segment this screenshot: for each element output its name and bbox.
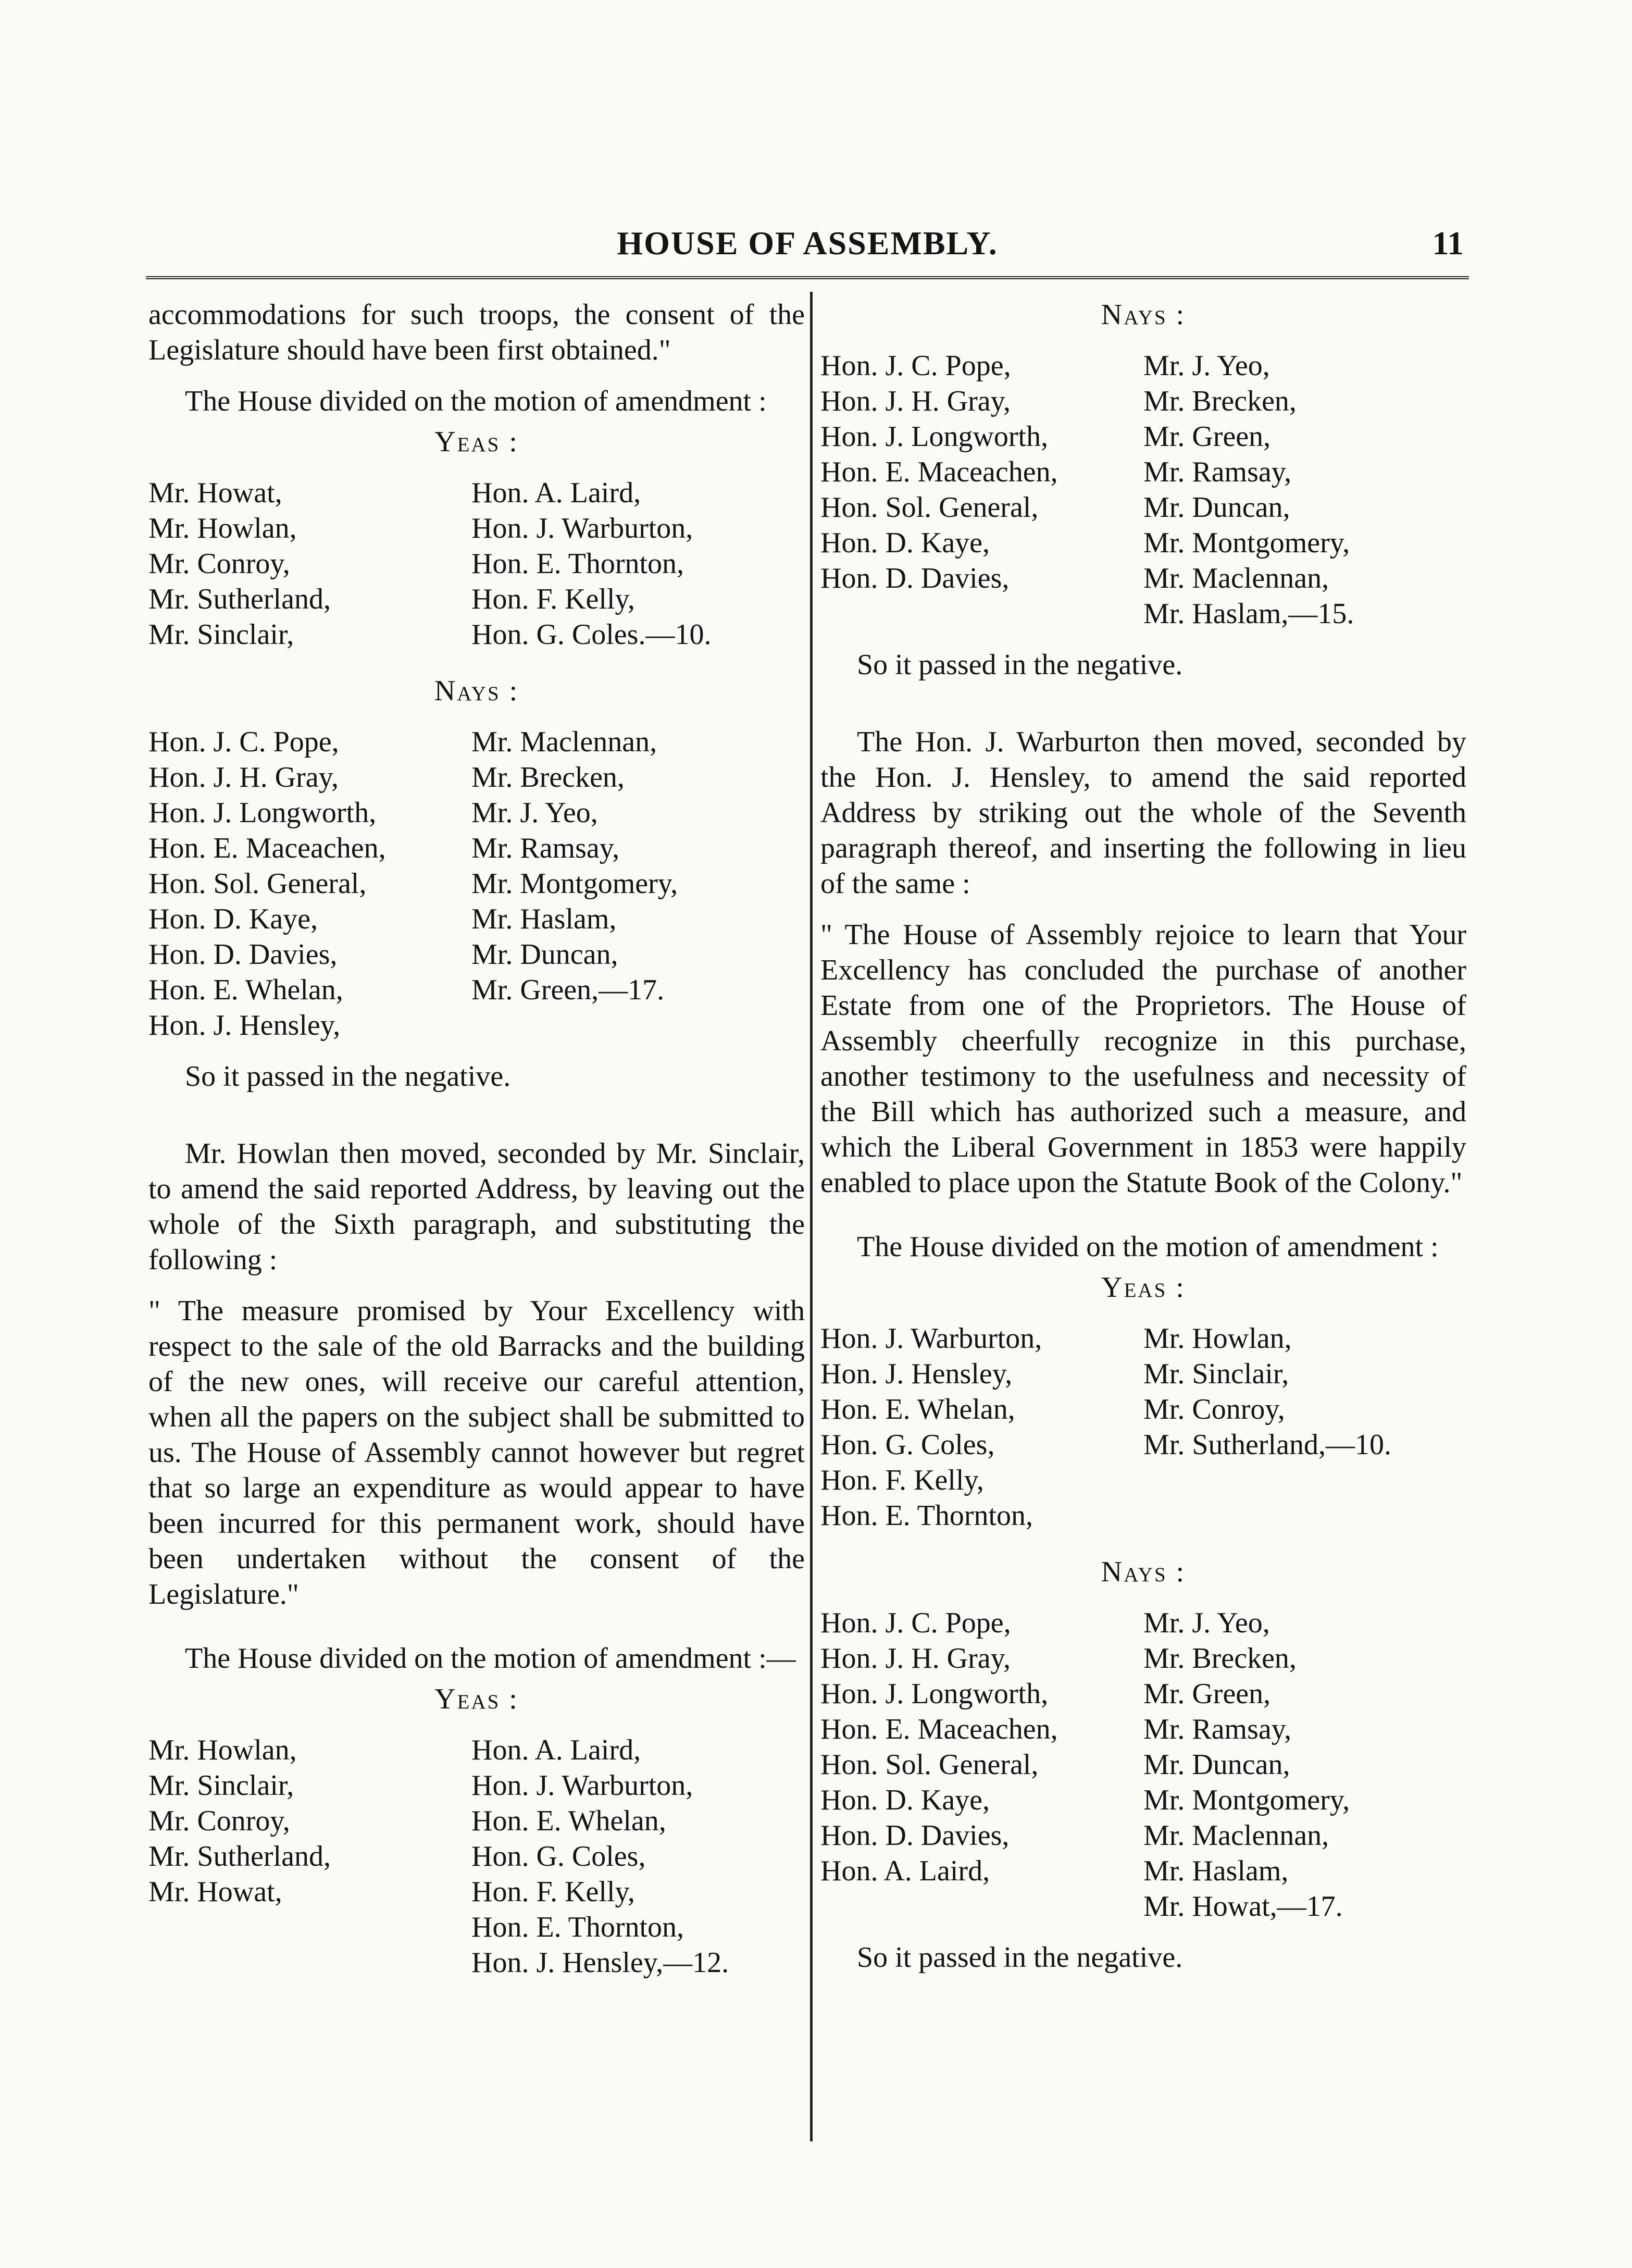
member-name: Mr. Howat, (148, 477, 282, 509)
member-name: Mr. Duncan, (1143, 1749, 1290, 1781)
vote-list-nays (820, 1605, 1466, 1924)
member-name: Mr. Montgomery, (1143, 1784, 1350, 1816)
member-name: Hon. D. Davies, (148, 938, 338, 971)
nays-heading: Nays : (434, 675, 519, 707)
page-number: 11 (1432, 225, 1464, 262)
member-name: Mr. Haslam,—15. (1143, 598, 1354, 630)
member-name: Hon. E. Whelan, (820, 1393, 1015, 1426)
yeas-heading: Yeas : (1101, 1271, 1186, 1304)
member-name: Hon. J. Warburton, (471, 512, 693, 544)
member-name: Hon. E. Thornton, (471, 548, 684, 580)
member-name: Hon. J. Warburton, (471, 1769, 693, 1802)
vote-list-yeas (148, 1732, 805, 1980)
result-text: So it passed in the negative. (857, 1941, 1183, 1974)
member-name: Hon. J. Warburton, (820, 1322, 1042, 1355)
member-name: Hon. J. Hensley, (148, 1009, 341, 1042)
member-name: Mr. Howat, (148, 1876, 282, 1908)
vote-col (148, 1732, 471, 1980)
member-name: Hon. Sol. General, (820, 491, 1039, 524)
member-name: Mr. Ramsay, (1143, 1713, 1292, 1745)
member-name: Hon. J. C. Pope, (820, 350, 1011, 382)
nays-heading: Nays : (1101, 299, 1186, 331)
member-name: Hon. J. H. Gray, (820, 385, 1011, 417)
paragraph: Mr. Howlan then moved, seconded by Mr. Sinclair, to amend the said reported Address, by leaving out the whole of the Sixth paragraph, and substituting the following : (148, 1137, 805, 1276)
member-name: Hon. Sol. General, (148, 867, 367, 900)
member-name: Mr. Sutherland, (148, 583, 331, 615)
member-name: Hon. J. Longworth, (148, 797, 377, 829)
vote-col (471, 475, 794, 652)
member-name: Hon. J. C. Pope, (820, 1607, 1011, 1639)
result-text: So it passed in the negative. (857, 649, 1183, 681)
paragraph: accommodations for such troops, the consent of the Legislature should have been first obtained." (148, 299, 805, 366)
member-name: Hon. D. Davies, (820, 1819, 1010, 1852)
quoted-paragraph: " The measure promised by Your Excellency with respect to the sale of the old Barracks and the building of the new ones, will receive our careful attention, when all the papers on the subject shall be submitted to us. The House of Assembly cannot however but regret that so large an expenditure as would appear to have been incurred for this permanent work, should have been undertaken without the consent of the Legislature." (148, 1295, 805, 1610)
member-name: Hon. A. Laird, (820, 1855, 990, 1887)
member-name: Hon. J. Longworth, (820, 420, 1049, 453)
member-name: Hon. F. Kelly, (471, 583, 635, 615)
member-name: Mr. Sutherland, (148, 1840, 331, 1873)
member-name: Mr. Haslam, (1143, 1855, 1289, 1887)
column-divider (810, 292, 813, 2141)
member-name: Mr. Howlan, (148, 1734, 297, 1766)
vote-col (820, 348, 1143, 631)
result-text: So it passed in the negative. (185, 1060, 511, 1093)
member-name: Hon. F. Kelly, (820, 1464, 984, 1496)
header-rule (146, 276, 1469, 279)
paragraph: The House divided on the motion of amendment :— (185, 1642, 796, 1675)
member-name: Hon. F. Kelly, (471, 1876, 635, 1908)
member-name: Hon. A. Laird, (471, 1734, 641, 1766)
vote-col (471, 724, 794, 1043)
yeas-heading: Yeas : (434, 1683, 519, 1715)
member-name: Mr. Ramsay, (471, 832, 620, 864)
member-name: Hon. D. Davies, (820, 562, 1010, 594)
member-name: Hon. J. H. Gray, (820, 1642, 1011, 1675)
member-name: Mr. Maclennan, (1143, 1819, 1329, 1852)
member-name: Mr. J. Yeo, (1143, 350, 1270, 382)
vote-col (148, 724, 471, 1043)
member-name: Mr. Duncan, (1143, 491, 1290, 524)
vote-list-nays (148, 724, 805, 1043)
member-name: Hon. D. Kaye, (148, 903, 318, 935)
vote-col (1143, 1321, 1466, 1533)
member-name: Hon. E. Whelan, (471, 1805, 666, 1837)
member-name: Hon. J. H. Gray, (148, 761, 339, 794)
right-column (820, 297, 1466, 1975)
member-name: Mr. Sutherland,—10. (1143, 1429, 1391, 1461)
member-name: Hon. J. C. Pope, (148, 726, 339, 758)
member-name: Mr. Montgomery, (471, 867, 678, 900)
member-name: Mr. Howlan, (1143, 1322, 1292, 1355)
member-name: Mr. Duncan, (471, 938, 618, 971)
member-name: Mr. Brecken, (1143, 385, 1297, 417)
member-name: Mr. Sinclair, (1143, 1358, 1289, 1390)
member-name: Hon. E. Thornton, (471, 1911, 684, 1943)
member-name: Mr. Green, (1143, 420, 1271, 453)
member-name: Hon. G. Coles.—10. (471, 618, 712, 651)
vote-col (148, 475, 471, 652)
member-name: Mr. Conroy, (148, 548, 290, 580)
member-name: Hon. J. Hensley,—12. (471, 1947, 729, 1979)
member-name: Mr. Sinclair, (148, 1769, 294, 1802)
member-name: Hon. G. Coles, (820, 1429, 995, 1461)
member-name: Mr. J. Yeo, (471, 797, 598, 829)
member-name: Mr. Maclennan, (1143, 562, 1329, 594)
member-name: Hon. J. Longworth, (820, 1678, 1049, 1710)
vote-list-nays (820, 348, 1466, 631)
member-name: Mr. Conroy, (148, 1805, 290, 1837)
paragraph: The Hon. J. Warburton then moved, seconded by the Hon. J. Hensley, to amend the said reported Address by striking out the whole of the Seventh paragraph thereof, and inserting the following in lieu of the same : (820, 726, 1466, 900)
member-name: Mr. Maclennan, (471, 726, 657, 758)
nays-heading: Nays : (1101, 1556, 1186, 1588)
member-name: Hon. G. Coles, (471, 1840, 646, 1873)
vote-list-yeas (148, 475, 805, 652)
member-name: Hon. J. Hensley, (820, 1358, 1013, 1390)
member-name: Hon. D. Kaye, (820, 1784, 990, 1816)
member-name: Mr. Green,—17. (471, 974, 665, 1006)
vote-list-yeas (820, 1321, 1466, 1533)
member-name: Mr. Green, (1143, 1678, 1271, 1710)
left-column (148, 297, 805, 1980)
member-name: Mr. Conroy, (1143, 1393, 1285, 1426)
yeas-heading: Yeas : (434, 426, 519, 458)
vote-col (471, 1732, 794, 1980)
member-name: Hon. D. Kaye, (820, 527, 990, 559)
quoted-paragraph: " The House of Assembly rejoice to learn that Your Excellency has concluded the purchase of another Estate from one of the Proprietors. The House of Assembly cheerfully recognize in this purchase, another testimony to the usefulness and necessity of the Bill which has authorized such a measure, and which the Liberal Government in 1853 were happily enabled to place upon the Statute Book of the Colony." (820, 919, 1466, 1199)
paragraph: The House divided on the motion of amendment : (185, 385, 767, 417)
member-name: Hon. A. Laird, (471, 477, 641, 509)
vote-col (820, 1605, 1143, 1924)
member-name: Mr. Howat,—17. (1143, 1890, 1343, 1923)
member-name: Hon. Sol. General, (820, 1749, 1039, 1781)
member-name: Mr. J. Yeo, (1143, 1607, 1270, 1639)
member-name: Mr. Haslam, (471, 903, 617, 935)
vote-col (820, 1321, 1143, 1533)
member-name: Mr. Brecken, (1143, 1642, 1297, 1675)
member-name: Mr. Ramsay, (1143, 456, 1292, 488)
member-name: Hon. E. Maceachen, (148, 832, 386, 864)
member-name: Hon. E. Thornton, (820, 1499, 1033, 1532)
page-title: HOUSE OF ASSEMBLY. (617, 225, 998, 262)
vote-col (1143, 348, 1466, 631)
vote-col (1143, 1605, 1466, 1924)
member-name: Mr. Brecken, (471, 761, 625, 794)
member-name: Hon. E. Whelan, (148, 974, 343, 1006)
member-name: Mr. Sinclair, (148, 618, 294, 651)
member-name: Hon. E. Maceachen, (820, 456, 1058, 488)
member-name: Hon. E. Maceachen, (820, 1713, 1058, 1745)
member-name: Mr. Montgomery, (1143, 527, 1350, 559)
member-name: Mr. Howlan, (148, 512, 297, 544)
paragraph: The House divided on the motion of amendment : (857, 1231, 1439, 1263)
page-header (146, 224, 1469, 271)
